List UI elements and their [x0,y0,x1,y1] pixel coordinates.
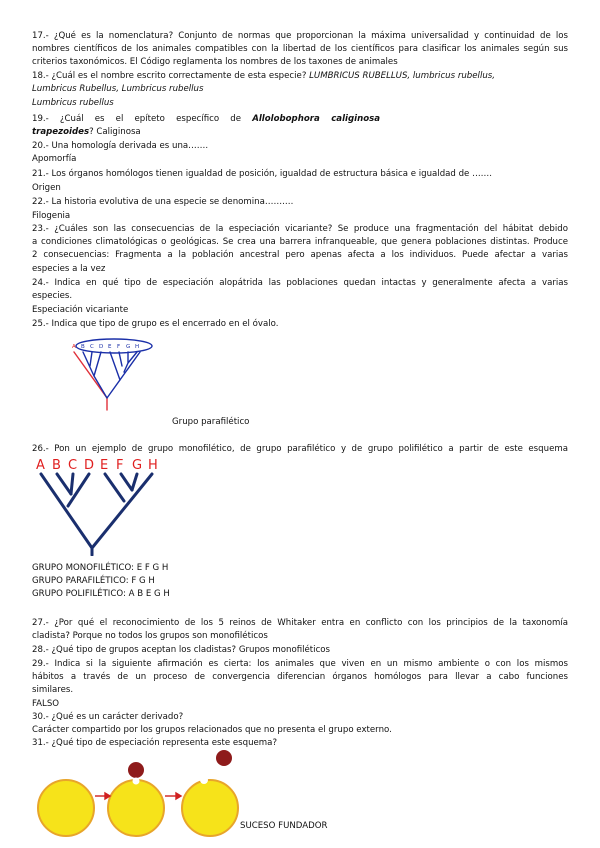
q31-question: 31.- ¿Qué tipo de especiación representa este esquema? [32,738,278,748]
q23-line-1: 23.- ¿Cuáles son las consecuencias de la especiación vicariante? Se produce una fragmentación del hábitat debido [32,224,568,234]
q17-line-3: criterios taxonómicos. El Código reglamenta los nombres de los taxones de animales [32,57,398,67]
q26-label-g: G [132,458,143,473]
q24-answer: Especiación vicariante [32,305,129,315]
q21-question: 21.- Los órganos homólogos tienen igualdad de posición, igualdad de estructura básica e igualdad de ……. [32,169,493,179]
q27-line-1: 27.- ¿Por qué el reconocimiento de los 5 reinos de Whitaker entra en conflicto con los principios de la taxonomía [32,618,568,628]
q26-label-a: A [36,458,45,473]
q20-answer: Apomorfía [32,154,77,164]
q31-founder-diagram [32,750,247,845]
q22-question: 22.- La historia evolutiva de una especie se denomina………. [32,197,294,207]
q26-label-b: B [52,458,61,473]
q23-line-2: a condiciones climatológicas o geológicas. Se crea una barrera infranqueable, que genera poblaciones distintas. Produce [32,237,568,247]
q25-label-c: C [90,344,94,350]
q24-line-1: 24.- Indica en qué tipo de especiación alopátrida las poblaciones quedan intactas y generalmente afecta a varias [32,278,568,288]
q29-line-1: 29.- Indica si la siguiente afirmación es cierta: los animales que viven en un mismo ambiente o con los mismos [32,659,568,669]
q25-label-g: G [126,344,131,350]
q26-label-h: H [148,458,158,473]
q17-line-1: 17.- ¿Qué es la nomenclatura? Conjunto de normas que proporcionan la máxima universalidad y continuidad de los [32,31,568,41]
q26-tree-branches [41,474,152,555]
q29-line-3: similares. [32,685,74,695]
q24-line-2: especies. [32,291,73,301]
q23-line-4: especies a la vez [32,264,106,274]
q23-line-3: 2 consecuencias: Fragmenta a la población ancestral pero apenas afecta a los individuos. Puede afectar a varias [32,250,568,260]
q25-label-b: B [81,344,85,350]
q26-label-e: E [100,458,109,473]
q31-founder-gap [133,778,140,785]
q25-question: 25.- Indica que tipo de grupo es el encerrado en el óvalo. [32,319,279,329]
q25-oval [76,339,152,353]
q26-mono: GRUPO MONOFILÉTICO: E F G H [32,563,169,573]
q30-answer: Carácter compartido por los grupos relacionados que no presenta el grupo externo. [32,725,392,735]
q29-line-2: hábitos a través de un proceso de convergencia diferencian órganos homólogos para llevar a cabo funciones [32,672,568,682]
q25-answer: Grupo parafilético [172,417,250,427]
q25-label-e: E [108,344,112,350]
q31-arrow-2-head [176,793,181,799]
q25-blue-branches [83,352,140,398]
q19-question [32,113,380,125]
q18-question [32,70,495,82]
q25-tree-diagram [60,328,160,413]
q25-label-a: A [72,344,76,350]
q19-answer-line [32,126,141,138]
q26-question: 26.- Pon un ejemplo de grupo monofilético, de grupo parafilético y de grupo polifilético a partir de este esquema [32,444,568,454]
q28-question: 28.- ¿Qué tipo de grupos aceptan los cladistas? Grupos monofiléticos [32,645,331,655]
q18-option-2: Lumbricus Rubellus, Lumbricus rubellus [32,84,204,94]
q19-species-1: Allolobophora caliginosa [252,114,381,124]
q26-label-d: D [84,458,95,473]
q18-answer: Lumbricus rubellus [32,98,114,108]
q31-population-3 [182,780,238,836]
q20-question: 20.- Una homología derivada es una……. [32,141,209,151]
q18-question-text: 18.- ¿Cuál es el nombre escrito correctamente de esta especie? [32,71,307,81]
q31-founder-dot-1 [128,762,144,778]
q27-line-2: cladista? Porque no todos los grupos son monofiléticos [32,631,268,641]
q26-label-c: C [68,458,78,473]
q31-founder-dot-2 [216,750,232,766]
q26-poli: GRUPO POLIFILÉTICO: A B E G H [32,589,170,599]
q18-option-1: LUMBRICUS RUBELLUS, lumbricus rubellus, [309,71,495,81]
q22-answer: Filogenia [32,211,71,221]
q25-label-d: D [99,344,104,350]
q19-species-2: trapezoides [32,127,90,137]
q26-para: GRUPO PARAFILÉTICO: F G H [32,576,155,586]
q31-answer: SUCESO FUNDADOR [240,821,328,831]
q17-line-2: nombres científicos de los animales compatibles con la libertad de los científicos para clasificar los animales según sus [32,44,568,54]
q30-question: 30.- ¿Qué es un carácter derivado? [32,712,184,722]
q21-answer: Origen [32,183,61,193]
q31-population-2 [108,780,164,836]
q26-label-f: F [116,458,124,473]
q31-population-1 [38,780,94,836]
q31-new-population-dot [200,776,208,784]
q26-tree-diagram [32,456,167,556]
q25-label-f: F [117,344,121,350]
q25-label-h: H [135,344,140,350]
q19-question-text: 19.- ¿Cuál es el epíteto específico de [32,114,242,124]
q19-answer: ? Caliginosa [89,127,141,137]
q29-answer: FALSO [32,699,60,709]
